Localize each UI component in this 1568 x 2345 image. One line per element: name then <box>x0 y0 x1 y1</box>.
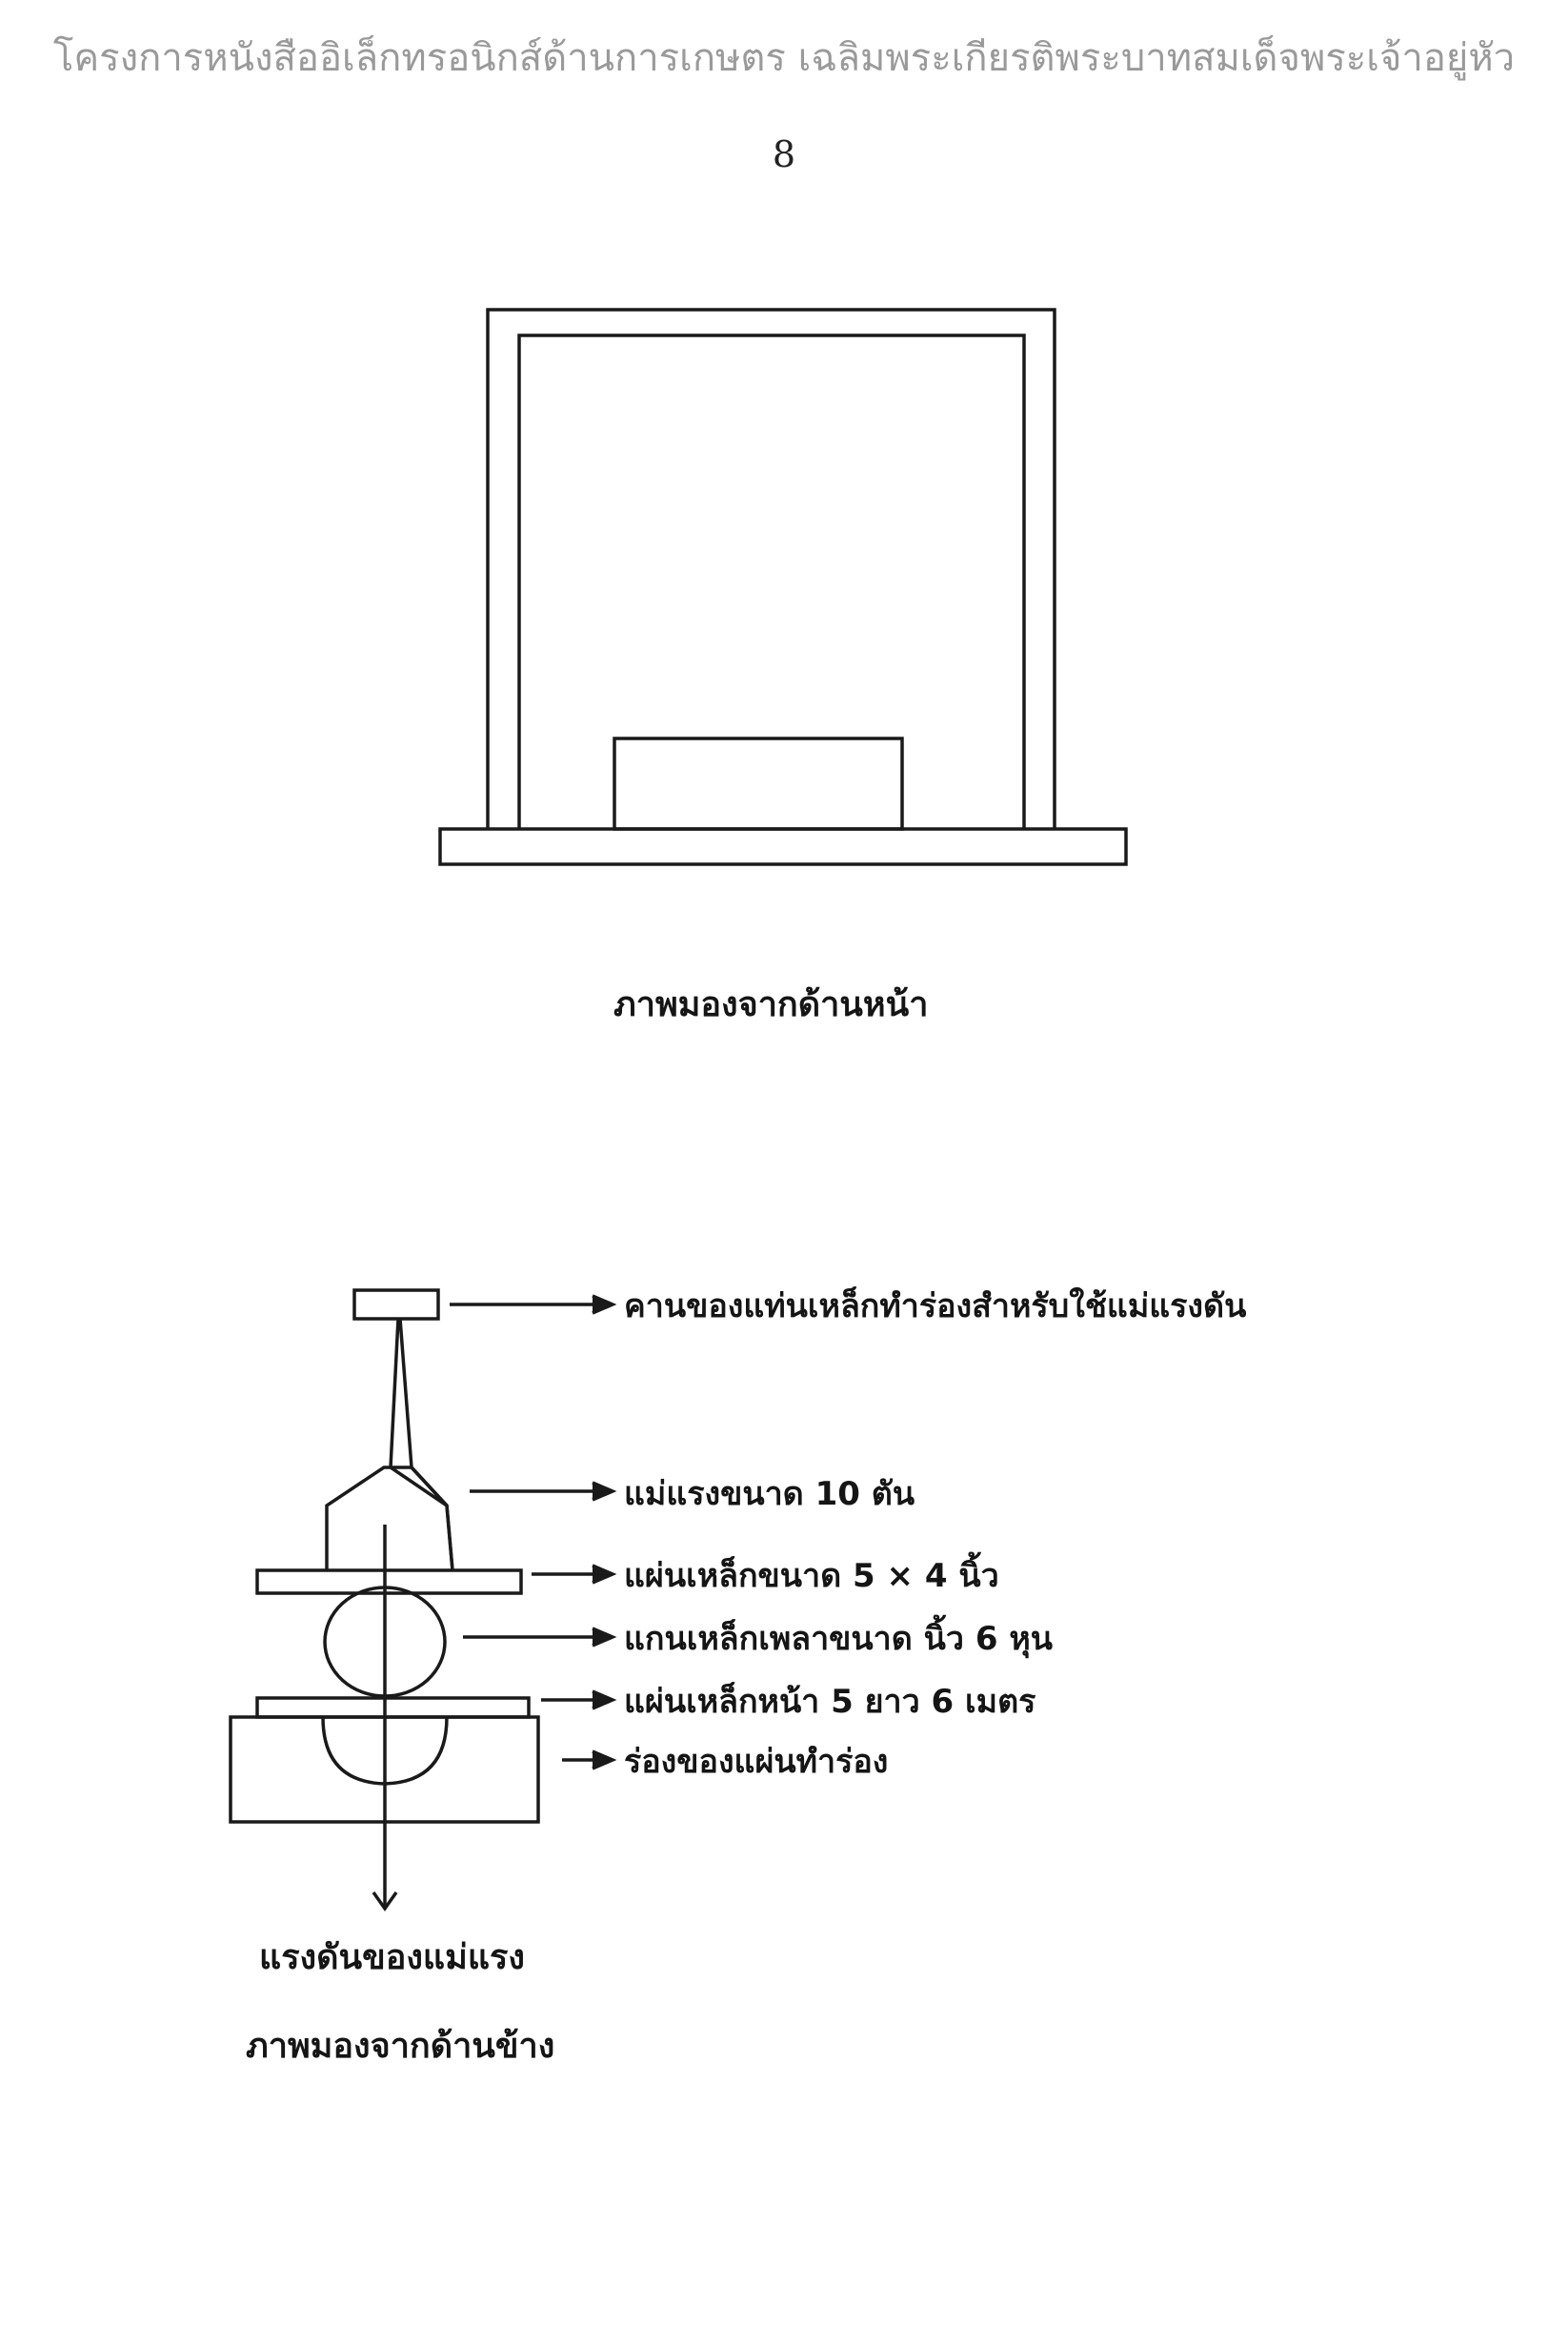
force-label: แรงดันของแม่แรง <box>259 1938 525 1977</box>
side-steel-plate <box>257 1570 521 1593</box>
front-die-block <box>614 738 902 829</box>
side-view-drawing <box>231 1290 538 1909</box>
front-view-caption: ภาพมองจากด้านหน้า <box>613 985 929 1024</box>
side-front-plate <box>257 1698 529 1717</box>
side-view-caption: ภาพมองจากด้านข้าง <box>246 2027 555 2066</box>
callout-groove: ร่องของแผ่นทำร่อง <box>624 1743 889 1781</box>
callout-front-plate: แผ่นเหล็กหน้า 5 ยาว 6 เมตร <box>624 1683 1036 1721</box>
front-frame-inner <box>519 335 1024 829</box>
front-base-plate <box>440 829 1126 864</box>
front-frame-outer <box>488 310 1055 829</box>
callout-shaft: แกนเหล็กเพลาขนาด นิ้ว 6 หุน <box>624 1620 1053 1658</box>
callout-jack: แม่แรงขนาด 10 ตัน <box>624 1475 915 1513</box>
page-number: 8 <box>772 133 796 175</box>
side-jack-body <box>327 1467 452 1570</box>
header-banner: โครงการหนังสืออิเล็กทรอนิกส์ด้านการเกษตร เฉลิมพระเกียรติพระบาทสมเด็จพระเจ้าอยู่หัว <box>52 36 1516 80</box>
front-view-drawing <box>440 310 1126 864</box>
side-jack-rod <box>391 1319 452 1570</box>
callout-beam: คานของแท่นเหล็กทำร่องสำหรับใช้แม่แรงดัน <box>624 1287 1247 1325</box>
side-top-beam <box>354 1290 438 1319</box>
callout-steel-plate: แผ่นเหล็กขนาด 5 × 4 นิ้ว <box>624 1557 999 1595</box>
